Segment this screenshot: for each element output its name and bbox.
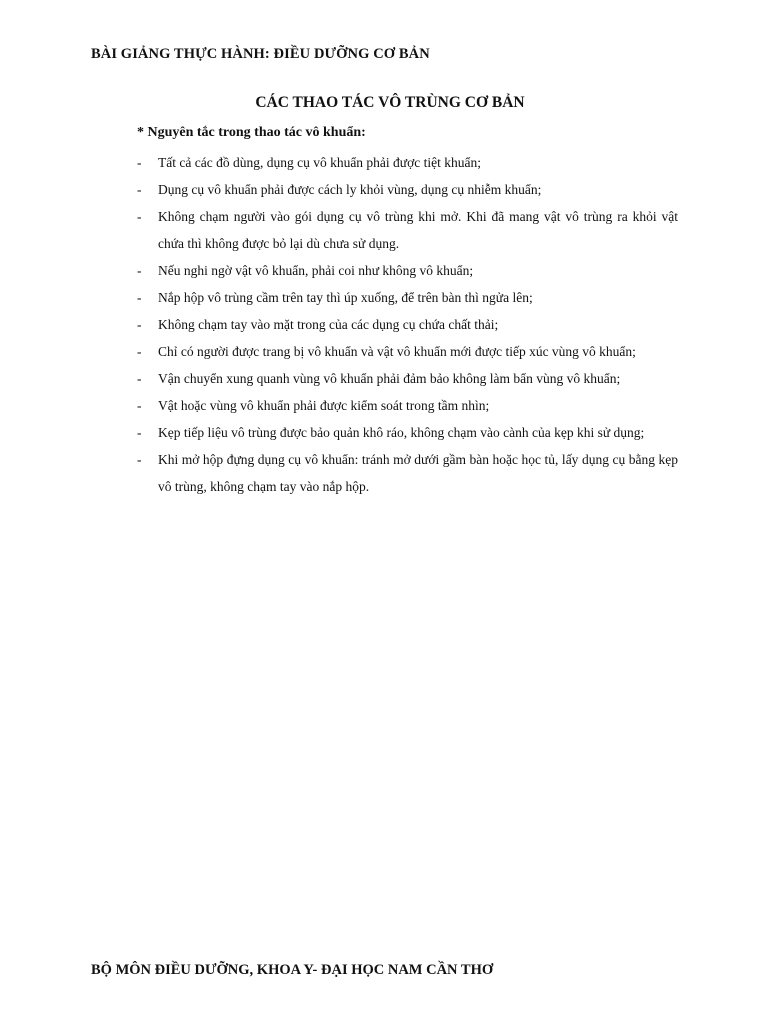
- bullet-dash: -: [137, 371, 142, 386]
- list-item-text: Chỉ có người được trang bị vô khuẩn và vật vô khuẩn mới được tiếp xúc vùng vô khuẩn;: [158, 344, 636, 359]
- list-item-text: Không chạm tay vào mặt trong của các dụng cụ chứa chất thải;: [158, 317, 499, 332]
- bullet-dash: -: [137, 209, 142, 224]
- list-item: [137, 365, 678, 392]
- list-item: [137, 203, 678, 257]
- bullet-dash: -: [137, 452, 142, 467]
- bullet-dash: -: [137, 398, 142, 413]
- list-item: [137, 392, 678, 419]
- list-item: [137, 257, 678, 284]
- list-item-text: Nắp hộp vô trùng cầm trên tay thì úp xuống, để trên bàn thì ngửa lên;: [158, 290, 533, 305]
- page-header: BÀI GIẢNG THỰC HÀNH: ĐIỀU DƯỠNG CƠ BẢN: [91, 46, 430, 62]
- list-item-text: Tất cả các đồ dùng, dụng cụ vô khuẩn phải được tiệt khuẩn;: [158, 155, 481, 170]
- principles-list: [137, 149, 678, 500]
- list-item-text: Nếu nghi ngờ vật vô khuẩn, phải coi như không vô khuẩn;: [158, 263, 474, 278]
- bullet-dash: -: [137, 155, 142, 170]
- list-item: [137, 176, 678, 203]
- bullet-dash: -: [137, 425, 142, 440]
- list-item-text: Dụng cụ vô khuẩn phải được cách ly khỏi vùng, dụng cụ nhiễm khuẩn;: [158, 182, 542, 197]
- bullet-dash: -: [137, 290, 142, 305]
- list-item: [137, 446, 678, 500]
- list-item: [137, 338, 678, 365]
- bullet-dash: -: [137, 344, 142, 359]
- bullet-dash: -: [137, 263, 142, 278]
- list-item-text: Vật hoặc vùng vô khuẩn phải được kiểm soát trong tầm nhìn;: [158, 398, 490, 413]
- list-item: [137, 311, 678, 338]
- page-footer: BỘ MÔN ĐIỀU DƯỠNG, KHOA Y- ĐẠI HỌC NAM CẦN THƠ: [91, 962, 494, 978]
- bullet-dash: -: [137, 317, 142, 332]
- list-item-text: Không chạm người vào gói dụng cụ vô trùng khi mở. Khi đã mang vật vô trùng ra khỏi vật chứa thì không được bỏ lại dù chưa sử dụng.: [158, 209, 678, 251]
- list-item: [137, 284, 678, 311]
- list-item: [137, 149, 678, 176]
- document-title-text: CÁC THAO TÁC VÔ TRÙNG CƠ BẢN: [255, 94, 525, 111]
- bullet-dash: -: [137, 182, 142, 197]
- document-title: [0, 94, 768, 112]
- section-heading: * Nguyên tắc trong thao tác vô khuẩn:: [137, 125, 366, 140]
- list-item: [137, 419, 678, 446]
- list-item-text: Kẹp tiếp liệu vô trùng được bảo quản khô ráo, không chạm vào cành của kẹp khi sử dụng;: [158, 425, 645, 440]
- list-item-text: Khi mở hộp đựng dụng cụ vô khuẩn: tránh mở dưới gầm bàn hoặc học tủ, lấy dụng cụ bằng kẹp vô trùng, không chạm tay vào nắp hộp.: [158, 452, 678, 494]
- list-item-text: Vận chuyển xung quanh vùng vô khuẩn phải đảm bảo không làm bẩn vùng vô khuẩn;: [158, 371, 621, 386]
